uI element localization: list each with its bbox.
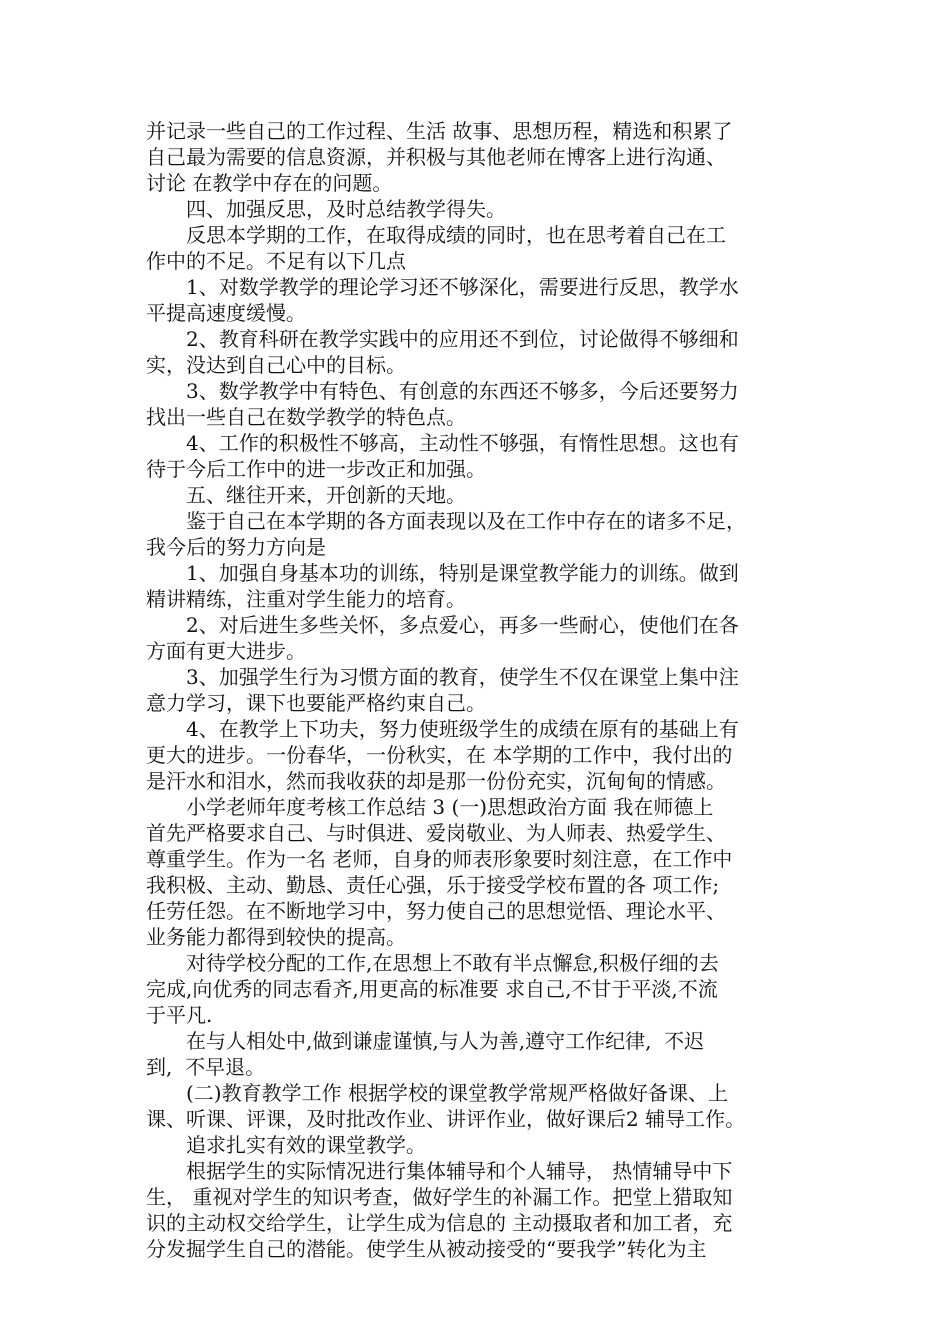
text-line: 并记录一些自己的工作过程、生活 故事、思想历程，精选和积累了 [146,119,733,143]
list-item: 2、对后进生多些关怀，多点爱心，再多一些耐心，使他们在各 [186,613,739,637]
text-line: 讨论 在教学中存在的问题。 [146,171,393,195]
text-line: 生， 重视对学生的知识考查，做好学生的补漏工作。把堂上猎取知 [146,1185,733,1209]
text-line: 在与人相处中,做到谦虚谨慎,与人为善,遵守工作纪律, 不迟 [186,1029,705,1053]
text-line: 方面有更大进步。 [146,639,306,663]
text-line: 平提高速度缓慢。 [146,301,306,325]
list-item: 3、数学教学中有特色、有创意的东西还不够多，今后还要努力 [186,379,739,403]
document-body [146,118,810,1262]
list-item: 2、教育科研在教学实践中的应用还不到位，讨论做得不够细和 [186,327,739,351]
text-line: 自己最为需要的信息资源，并积极与其他老师在博客上进行沟通、 [146,145,726,169]
section-heading: 四、加强反思，及时总结教学得失。 [186,197,506,221]
text-line: 意力学习，课下也要能严格约束自己。 [146,691,486,715]
text-line: 首先严格要求自己、与时俱进、爱岗敬业、为人师表、热爱学生、 [146,821,726,845]
text-line: 我今后的努力方向是 [146,535,326,559]
list-item: 1、对数学教学的理论学习还不够深化，需要进行反思，教学水 [186,275,739,299]
text-line: 鉴于自己在本学期的各方面表现以及在工作中存在的诸多不足， [186,509,746,533]
text-line: 于平凡. [146,1003,213,1027]
text-line: 是汗水和泪水，然而我收获的却是那一份份充实，沉甸甸的情感。 [146,769,726,793]
list-item: 4、在教学上下功夫，努力使班级学生的成绩在原有的基础上有 [186,717,739,741]
section-heading: 五、继往开来，开创新的天地。 [186,483,466,507]
section-heading: (二)教育教学工作 根据学校的课堂教学常规严格做好备课、上 [186,1081,728,1105]
text-line: 作中的不足。不足有以下几点 [146,249,406,273]
section-heading: 小学老师年度考核工作总结 3 (一)思想政治方面 我在师德上 [186,795,714,819]
text-line: 尊重学生。作为一名 老师，自身的师表形象要时刻注意，在工作中 [146,847,733,871]
text-line: 任劳任怨。在不断地学习中，努力使自己的思想觉悟、理论水平、 [146,899,726,923]
text-line: 完成,向优秀的同志看齐,用更高的标准要 求自己,不甘于平淡,不流 [146,977,718,1001]
text-line: 追求扎实有效的课堂教学。 [186,1133,426,1157]
text-line: 反思本学期的工作，在取得成绩的同时，也在思考着自己在工 [186,223,726,247]
text-line: 对待学校分配的工作,在思想上不敢有半点懈怠,积极仔细的去 [186,951,719,975]
text-line: 分发掘学生自己的潜能。使学生从被动接受的“要我学”转化为主 [146,1237,707,1261]
text-line: 业务能力都得到较快的提高。 [146,925,406,949]
text-line: 我积极、主动、勤恳、责任心强，乐于接受学校布置的各 项工作; [146,873,720,897]
text-line: 更大的进步。一份春华，一份秋实，在 本学期的工作中，我付出的 [146,743,733,767]
text-line: 找出一些自己在数学教学的特色点。 [146,405,466,429]
text-line: 精讲精练，注重对学生能力的培育。 [146,587,466,611]
list-item: 3、加强学生行为习惯方面的教育，使学生不仅在课堂上集中注 [186,665,739,689]
text-line: 待于今后工作中的进一步改正和加强。 [146,457,486,481]
list-item: 1、加强自身基本功的训练，特别是课堂教学能力的训练。做到 [186,561,739,585]
text-line: 课、听课、评课，及时批改作业、讲评作业，做好课后2 辅导工作。 [146,1107,746,1131]
text-line: 根据学生的实际情况进行集体辅导和个人辅导， 热情辅导中下 [186,1159,733,1183]
text-line: 识的主动权交给学生，让学生成为信息的 主动摄取者和加工者，充 [146,1211,733,1235]
text-line: 到, 不早退。 [146,1055,266,1079]
list-item: 4、工作的积极性不够高，主动性不够强，有惰性思想。这也有 [186,431,739,455]
text-line: 实，没达到自己心中的目标。 [146,353,406,377]
